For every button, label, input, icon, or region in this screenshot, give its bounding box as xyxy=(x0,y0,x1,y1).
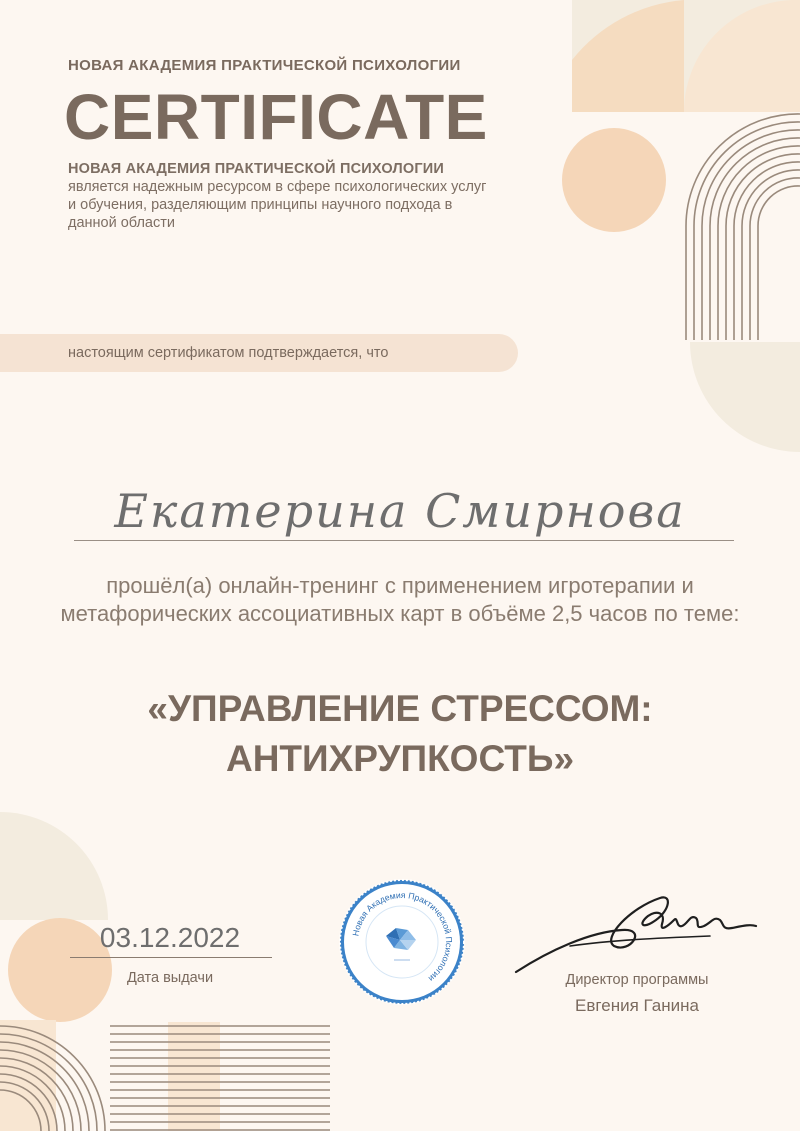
director-name: Евгения Ганина xyxy=(575,996,699,1015)
confirmation-text: настоящим сертификатом подтверждается, что xyxy=(68,345,389,361)
decor-peach-circle xyxy=(562,128,666,232)
recipient-underline xyxy=(74,540,734,541)
issue-date: 03.12.2022 xyxy=(99,922,241,953)
date-underline xyxy=(70,957,272,958)
course-description: прошёл(а) онлайн-тренинг с применением игротерапии и метафорических ассоциативных карт в объёме 2,5 часов по теме: xyxy=(60,573,740,626)
description-text: является надежным ресурсом в сфере психологических услуг и обучения, разделяющим принципы научного подхода в данной области xyxy=(68,179,487,231)
decor-concentric-arcs xyxy=(686,114,800,340)
recipient-name: Екатерина Смирнова xyxy=(114,484,686,538)
description-organization-name: НОВАЯ АКАДЕМИЯ ПРАКТИЧЕСКОЙ ПСИХОЛОГИИ xyxy=(68,161,445,177)
academy-seal xyxy=(338,878,466,1006)
seal-ring-text: Новая Академия Практической Психологии xyxy=(350,889,455,984)
decor-cream-quarter xyxy=(690,342,800,452)
director-signature xyxy=(510,880,760,980)
issue-date-label: Дата выдачи xyxy=(126,970,214,986)
certificate-title: CERTIFICATE xyxy=(64,81,488,153)
organization-name: НОВАЯ АКАДЕМИЯ ПРАКТИЧЕСКОЙ ПСИХОЛОГИИ xyxy=(68,57,461,74)
director-title: Директор программы xyxy=(565,972,709,988)
organization-description xyxy=(68,160,488,232)
decor-cream-quarter-bottom xyxy=(0,812,108,920)
course-topic: «УПРАВЛЕНИЕ СТРЕССОМ: АНТИХРУПКОСТЬ» xyxy=(147,688,653,779)
